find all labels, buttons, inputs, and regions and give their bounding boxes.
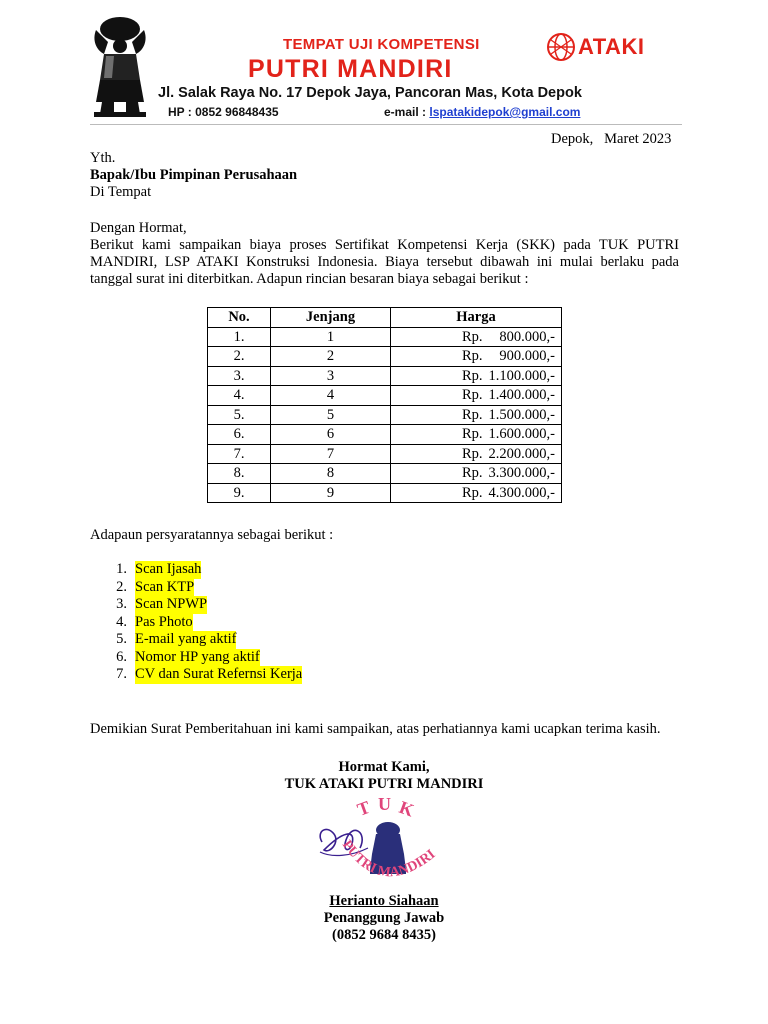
cell-harga <box>391 347 562 367</box>
letterhead-name: PUTRI MANDIRI <box>248 55 453 83</box>
cell-no: 1. <box>208 327 271 347</box>
place-date: Depok, Maret 2023 <box>551 131 672 147</box>
cell-jenjang: 2 <box>271 347 391 367</box>
cell-harga <box>391 386 562 406</box>
list-number: 6. <box>116 648 127 665</box>
requirements-intro: Adapaun persyaratannya sebagai berikut : <box>90 527 334 543</box>
signer-name: Herianto Siahaan <box>329 893 439 909</box>
cell-jenjang: 1 <box>271 327 391 347</box>
list-number: 2. <box>116 578 127 595</box>
table-row <box>208 366 562 386</box>
company-stamp-icon <box>312 792 452 896</box>
stamp-letter-k: K <box>396 796 417 821</box>
list-item <box>90 649 302 667</box>
cell-rp: Rp. <box>462 445 483 462</box>
list-text: Nomor HP yang aktif <box>135 648 260 665</box>
cell-amount: 2.200.000,- <box>488 445 555 462</box>
table-row <box>208 444 562 464</box>
cell-amount: 1.400.000,- <box>488 387 555 404</box>
list-item <box>90 614 302 632</box>
cell-no: 9. <box>208 483 271 503</box>
recipient-place: Di Tempat <box>90 184 152 200</box>
cell-harga <box>391 327 562 347</box>
cell-harga <box>391 464 562 484</box>
stamp-letter-u: U <box>378 794 391 814</box>
cell-rp: Rp. <box>462 406 483 423</box>
cell-jenjang: 4 <box>271 386 391 406</box>
table-row <box>208 347 562 367</box>
stamp-bottom-path: PUTRI MANDIRI <box>338 837 439 881</box>
table-row <box>208 327 562 347</box>
intro-paragraph: Berikut kami sampaikan biaya proses Sertifikat Kompetensi Kerja (SKK) pada TUK PUTRI MANDIRI, LSP ATAKI Konstruksi Indonesia. Biaya tersebut dibawah ini mulai berlaku pada tanggal surat ini diterbitkan. Adapun rincian besaran biaya sebagai berikut : <box>90 237 679 287</box>
list-number: 4. <box>116 613 127 630</box>
cell-no: 7. <box>208 444 271 464</box>
letterhead-divider <box>90 124 682 125</box>
cell-rp: Rp. <box>462 348 483 365</box>
cell-jenjang: 8 <box>271 464 391 484</box>
table-row <box>208 405 562 425</box>
stamp-letter-t: T <box>354 796 373 820</box>
col-header-jenjang: Jenjang <box>271 308 391 328</box>
cell-harga <box>391 483 562 503</box>
sign-greeting: Hormat Kami, <box>338 759 430 775</box>
requirements-list <box>90 561 302 684</box>
table-row <box>208 386 562 406</box>
cell-harga <box>391 366 562 386</box>
list-text: Pas Photo <box>135 613 193 630</box>
cell-jenjang: 9 <box>271 483 391 503</box>
list-text: Scan NPWP <box>135 596 208 612</box>
cell-rp: Rp. <box>462 367 483 384</box>
list-number: 7. <box>116 666 127 682</box>
cell-no: 8. <box>208 464 271 484</box>
col-header-no: No. <box>208 308 271 328</box>
cell-amount: 1.100.000,- <box>488 367 555 384</box>
greeting: Dengan Hormat, <box>90 220 187 236</box>
closing-paragraph: Demikian Surat Pemberitahuan ini kami sampaikan, atas perhatiannya kami ucapkan terima kasih. <box>90 721 661 737</box>
list-item <box>90 561 302 579</box>
ataki-brand: ATAKI <box>578 34 645 59</box>
price-table <box>207 307 562 503</box>
list-text: CV dan Surat Refernsi Kerja <box>135 666 303 682</box>
list-text: Scan Ijasah <box>135 561 202 577</box>
letterhead-address: Jl. Salak Raya No. 17 Depok Jaya, Pancoran Mas, Kota Depok <box>158 85 582 101</box>
letterhead-title: TEMPAT UJI KOMPETENSI <box>283 36 480 53</box>
statue-logo-icon <box>90 16 150 118</box>
cell-jenjang: 5 <box>271 405 391 425</box>
cell-rp: Rp. <box>462 484 483 501</box>
recipient-yth: Yth. <box>90 150 116 166</box>
email-label: e-mail : <box>384 105 430 119</box>
col-header-harga: Harga <box>391 308 562 328</box>
cell-jenjang: 3 <box>271 366 391 386</box>
list-number: 1. <box>116 561 127 577</box>
cell-rp: Rp. <box>462 328 483 345</box>
cell-rp: Rp. <box>462 426 483 443</box>
cell-no: 5. <box>208 405 271 425</box>
list-text: Scan KTP <box>135 578 195 595</box>
cell-amount: 900.000,- <box>499 348 555 365</box>
recipient-name: Bapak/Ibu Pimpinan Perusahaan <box>90 167 298 183</box>
cell-harga <box>391 425 562 445</box>
list-number: 5. <box>116 631 127 647</box>
signer-phone: (0852 9684 8435) <box>332 927 436 943</box>
cell-no: 2. <box>208 347 271 367</box>
table-row <box>208 483 562 503</box>
sign-organization: TUK ATAKI PUTRI MANDIRI <box>284 776 484 792</box>
cell-no: 4. <box>208 386 271 406</box>
ataki-globe-icon <box>546 32 576 62</box>
cell-harga <box>391 405 562 425</box>
table-header-row <box>208 308 562 328</box>
list-number: 3. <box>116 596 127 612</box>
letterhead <box>90 14 682 122</box>
cell-harga <box>391 444 562 464</box>
signer-title: Penanggung Jawab <box>323 910 445 926</box>
cell-jenjang: 7 <box>271 444 391 464</box>
cell-amount: 1.600.000,- <box>488 426 555 443</box>
letterhead-phone: HP : 0852 96848435 <box>168 105 279 119</box>
list-item <box>90 579 302 597</box>
list-text: E-mail yang aktif <box>135 631 237 647</box>
list-item <box>90 596 302 614</box>
table-row <box>208 464 562 484</box>
list-item <box>90 631 302 649</box>
cell-jenjang: 6 <box>271 425 391 445</box>
cell-amount: 3.300.000,- <box>488 465 555 482</box>
cell-no: 6. <box>208 425 271 445</box>
cell-amount: 800.000,- <box>499 328 555 345</box>
cell-rp: Rp. <box>462 465 483 482</box>
table-row <box>208 425 562 445</box>
letterhead-email <box>384 105 580 119</box>
cell-amount: 4.300.000,- <box>488 484 555 501</box>
cell-amount: 1.500.000,- <box>488 406 555 423</box>
cell-rp: Rp. <box>462 387 483 404</box>
cell-no: 3. <box>208 366 271 386</box>
email-link[interactable]: lspatakidepok@gmail.com <box>429 105 581 119</box>
list-item <box>90 666 302 684</box>
